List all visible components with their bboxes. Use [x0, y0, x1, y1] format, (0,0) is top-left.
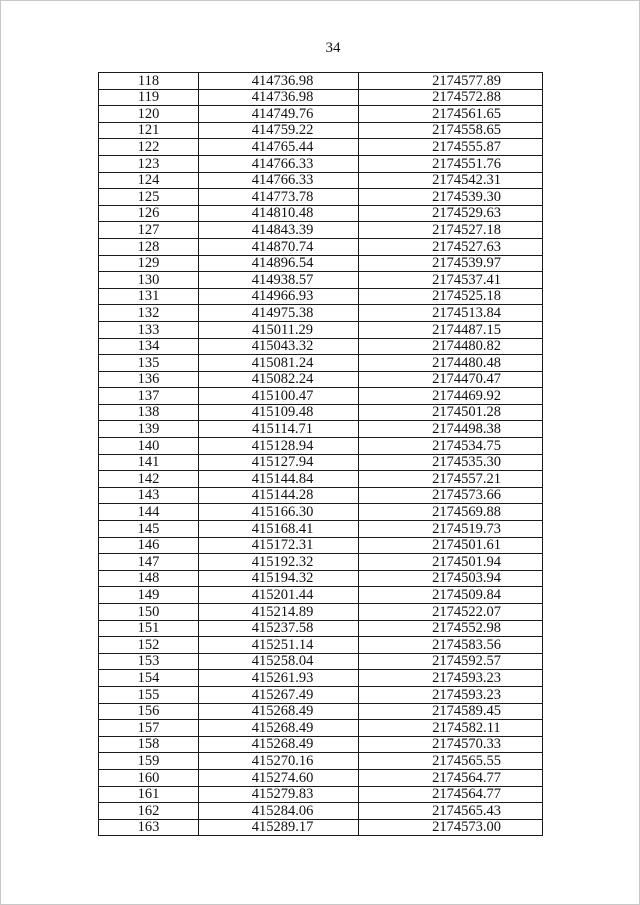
table-row [99, 653, 543, 670]
point-number-cell: 158 [99, 736, 199, 753]
y-coordinate-cell: 2174572.88 [359, 89, 543, 106]
x-coordinate-cell: 414975.38 [199, 305, 359, 322]
y-coordinate-cell: 2174564.77 [359, 786, 543, 803]
y-coordinate-cell: 2174487.15 [359, 321, 543, 338]
x-coordinate-cell: 415127.94 [199, 454, 359, 471]
y-coordinate-cell: 2174527.18 [359, 222, 543, 239]
y-coordinate-cell: 2174589.45 [359, 703, 543, 720]
table-row [99, 786, 543, 803]
x-coordinate-cell: 414765.44 [199, 139, 359, 156]
point-number-cell: 129 [99, 255, 199, 272]
x-coordinate-cell: 415081.24 [199, 355, 359, 372]
y-coordinate-cell: 2174561.65 [359, 106, 543, 123]
y-coordinate-cell: 2174573.00 [359, 819, 543, 836]
point-number-cell: 134 [99, 338, 199, 355]
x-coordinate-cell: 415172.31 [199, 537, 359, 554]
x-coordinate-cell: 415261.93 [199, 670, 359, 687]
table-row [99, 570, 543, 587]
table-row [99, 438, 543, 455]
point-number-cell: 155 [99, 686, 199, 703]
y-coordinate-cell: 2174480.48 [359, 355, 543, 372]
x-coordinate-cell: 415258.04 [199, 653, 359, 670]
table-row [99, 172, 543, 189]
x-coordinate-cell: 414810.48 [199, 205, 359, 222]
point-number-cell: 135 [99, 355, 199, 372]
x-coordinate-cell: 415251.14 [199, 637, 359, 654]
point-number-cell: 151 [99, 620, 199, 637]
x-coordinate-cell: 415144.84 [199, 471, 359, 488]
x-coordinate-cell: 415043.32 [199, 338, 359, 355]
x-coordinate-cell: 414736.98 [199, 89, 359, 106]
y-coordinate-cell: 2174534.75 [359, 438, 543, 455]
y-coordinate-cell: 2174501.61 [359, 537, 543, 554]
y-coordinate-cell: 2174503.94 [359, 570, 543, 587]
point-number-cell: 146 [99, 537, 199, 554]
x-coordinate-cell: 415289.17 [199, 819, 359, 836]
y-coordinate-cell: 2174509.84 [359, 587, 543, 604]
y-coordinate-cell: 2174555.87 [359, 139, 543, 156]
point-number-cell: 162 [99, 803, 199, 820]
y-coordinate-cell: 2174542.31 [359, 172, 543, 189]
point-number-cell: 132 [99, 305, 199, 322]
y-coordinate-cell: 2174569.88 [359, 504, 543, 521]
x-coordinate-cell: 415128.94 [199, 438, 359, 455]
table-row [99, 421, 543, 438]
point-number-cell: 119 [99, 89, 199, 106]
point-number-cell: 141 [99, 454, 199, 471]
point-number-cell: 145 [99, 521, 199, 538]
table-row [99, 288, 543, 305]
table-row [99, 371, 543, 388]
x-coordinate-cell: 414966.93 [199, 288, 359, 305]
point-number-cell: 128 [99, 238, 199, 255]
table-row [99, 521, 543, 538]
x-coordinate-cell: 415082.24 [199, 371, 359, 388]
point-number-cell: 139 [99, 421, 199, 438]
table-row [99, 670, 543, 687]
y-coordinate-cell: 2174469.92 [359, 388, 543, 405]
x-coordinate-cell: 415270.16 [199, 753, 359, 770]
table-row [99, 803, 543, 820]
table-row [99, 604, 543, 621]
table-row [99, 122, 543, 139]
point-number-cell: 131 [99, 288, 199, 305]
table-row [99, 769, 543, 786]
table-row [99, 487, 543, 504]
table-row [99, 404, 543, 421]
y-coordinate-cell: 2174583.56 [359, 637, 543, 654]
y-coordinate-cell: 2174565.43 [359, 803, 543, 820]
point-number-cell: 149 [99, 587, 199, 604]
y-coordinate-cell: 2174480.82 [359, 338, 543, 355]
table-row [99, 686, 543, 703]
x-coordinate-cell: 414773.78 [199, 189, 359, 206]
x-coordinate-cell: 415284.06 [199, 803, 359, 820]
x-coordinate-cell: 414938.57 [199, 272, 359, 289]
y-coordinate-cell: 2174573.66 [359, 487, 543, 504]
y-coordinate-cell: 2174539.97 [359, 255, 543, 272]
table-row [99, 819, 543, 836]
point-number-cell: 163 [99, 819, 199, 836]
point-number-cell: 130 [99, 272, 199, 289]
table-row [99, 89, 543, 106]
x-coordinate-cell: 415194.32 [199, 570, 359, 587]
point-number-cell: 126 [99, 205, 199, 222]
y-coordinate-cell: 2174501.28 [359, 404, 543, 421]
x-coordinate-cell: 415274.60 [199, 769, 359, 786]
y-coordinate-cell: 2174522.07 [359, 604, 543, 621]
y-coordinate-cell: 2174519.73 [359, 521, 543, 538]
x-coordinate-cell: 415192.32 [199, 554, 359, 571]
point-number-cell: 160 [99, 769, 199, 786]
x-coordinate-cell: 414749.76 [199, 106, 359, 123]
x-coordinate-cell: 415214.89 [199, 604, 359, 621]
point-number-cell: 150 [99, 604, 199, 621]
point-number-cell: 144 [99, 504, 199, 521]
table-row [99, 537, 543, 554]
point-number-cell: 122 [99, 139, 199, 156]
table-row [99, 189, 543, 206]
point-number-cell: 148 [99, 570, 199, 587]
y-coordinate-cell: 2174527.63 [359, 238, 543, 255]
point-number-cell: 120 [99, 106, 199, 123]
x-coordinate-cell: 414766.33 [199, 172, 359, 189]
table-row [99, 753, 543, 770]
x-coordinate-cell: 415100.47 [199, 388, 359, 405]
x-coordinate-cell: 415114.71 [199, 421, 359, 438]
y-coordinate-cell: 2174592.57 [359, 653, 543, 670]
x-coordinate-cell: 414759.22 [199, 122, 359, 139]
point-number-cell: 118 [99, 73, 199, 90]
table-row [99, 222, 543, 239]
coordinates-table-body [99, 73, 543, 836]
point-number-cell: 124 [99, 172, 199, 189]
point-number-cell: 159 [99, 753, 199, 770]
table-row [99, 554, 543, 571]
y-coordinate-cell: 2174525.18 [359, 288, 543, 305]
page-number: 34 [325, 40, 341, 56]
table-row [99, 338, 543, 355]
x-coordinate-cell: 415166.30 [199, 504, 359, 521]
table-row [99, 454, 543, 471]
y-coordinate-cell: 2174570.33 [359, 736, 543, 753]
table-row [99, 620, 543, 637]
point-number-cell: 138 [99, 404, 199, 421]
point-number-cell: 142 [99, 471, 199, 488]
table-row [99, 106, 543, 123]
x-coordinate-cell: 415268.49 [199, 703, 359, 720]
point-number-cell: 137 [99, 388, 199, 405]
table-row [99, 205, 543, 222]
point-number-cell: 153 [99, 653, 199, 670]
point-number-cell: 143 [99, 487, 199, 504]
table-row [99, 155, 543, 172]
x-coordinate-cell: 415268.49 [199, 736, 359, 753]
x-coordinate-cell: 415011.29 [199, 321, 359, 338]
y-coordinate-cell: 2174593.23 [359, 670, 543, 687]
x-coordinate-cell: 415268.49 [199, 720, 359, 737]
y-coordinate-cell: 2174552.98 [359, 620, 543, 637]
y-coordinate-cell: 2174565.55 [359, 753, 543, 770]
point-number-cell: 152 [99, 637, 199, 654]
table-row [99, 637, 543, 654]
y-coordinate-cell: 2174539.30 [359, 189, 543, 206]
x-coordinate-cell: 414870.74 [199, 238, 359, 255]
table-row [99, 720, 543, 737]
point-number-cell: 136 [99, 371, 199, 388]
point-number-cell: 140 [99, 438, 199, 455]
x-coordinate-cell: 415237.58 [199, 620, 359, 637]
y-coordinate-cell: 2174582.11 [359, 720, 543, 737]
y-coordinate-cell: 2174557.21 [359, 471, 543, 488]
y-coordinate-cell: 2174529.63 [359, 205, 543, 222]
point-number-cell: 121 [99, 122, 199, 139]
y-coordinate-cell: 2174470.47 [359, 371, 543, 388]
table-row [99, 388, 543, 405]
x-coordinate-cell: 415144.28 [199, 487, 359, 504]
point-number-cell: 157 [99, 720, 199, 737]
point-number-cell: 125 [99, 189, 199, 206]
y-coordinate-cell: 2174551.76 [359, 155, 543, 172]
table-row [99, 321, 543, 338]
table-row [99, 238, 543, 255]
y-coordinate-cell: 2174558.65 [359, 122, 543, 139]
x-coordinate-cell: 415168.41 [199, 521, 359, 538]
y-coordinate-cell: 2174498.38 [359, 421, 543, 438]
point-number-cell: 156 [99, 703, 199, 720]
y-coordinate-cell: 2174537.41 [359, 272, 543, 289]
point-number-cell: 127 [99, 222, 199, 239]
point-number-cell: 133 [99, 321, 199, 338]
x-coordinate-cell: 414736.98 [199, 73, 359, 90]
table-row [99, 587, 543, 604]
table-row [99, 471, 543, 488]
table-row [99, 139, 543, 156]
point-number-cell: 123 [99, 155, 199, 172]
y-coordinate-cell: 2174535.30 [359, 454, 543, 471]
x-coordinate-cell: 415109.48 [199, 404, 359, 421]
x-coordinate-cell: 414766.33 [199, 155, 359, 172]
table-row [99, 504, 543, 521]
coordinates-table [98, 72, 543, 836]
x-coordinate-cell: 414896.54 [199, 255, 359, 272]
table-row [99, 355, 543, 372]
x-coordinate-cell: 415279.83 [199, 786, 359, 803]
table-row [99, 736, 543, 753]
x-coordinate-cell: 415267.49 [199, 686, 359, 703]
x-coordinate-cell: 415201.44 [199, 587, 359, 604]
point-number-cell: 161 [99, 786, 199, 803]
y-coordinate-cell: 2174577.89 [359, 73, 543, 90]
point-number-cell: 154 [99, 670, 199, 687]
table-row [99, 305, 543, 322]
table-row [99, 255, 543, 272]
y-coordinate-cell: 2174593.23 [359, 686, 543, 703]
y-coordinate-cell: 2174513.84 [359, 305, 543, 322]
table-row [99, 272, 543, 289]
table-row [99, 703, 543, 720]
x-coordinate-cell: 414843.39 [199, 222, 359, 239]
y-coordinate-cell: 2174501.94 [359, 554, 543, 571]
table-row [99, 73, 543, 90]
point-number-cell: 147 [99, 554, 199, 571]
y-coordinate-cell: 2174564.77 [359, 769, 543, 786]
